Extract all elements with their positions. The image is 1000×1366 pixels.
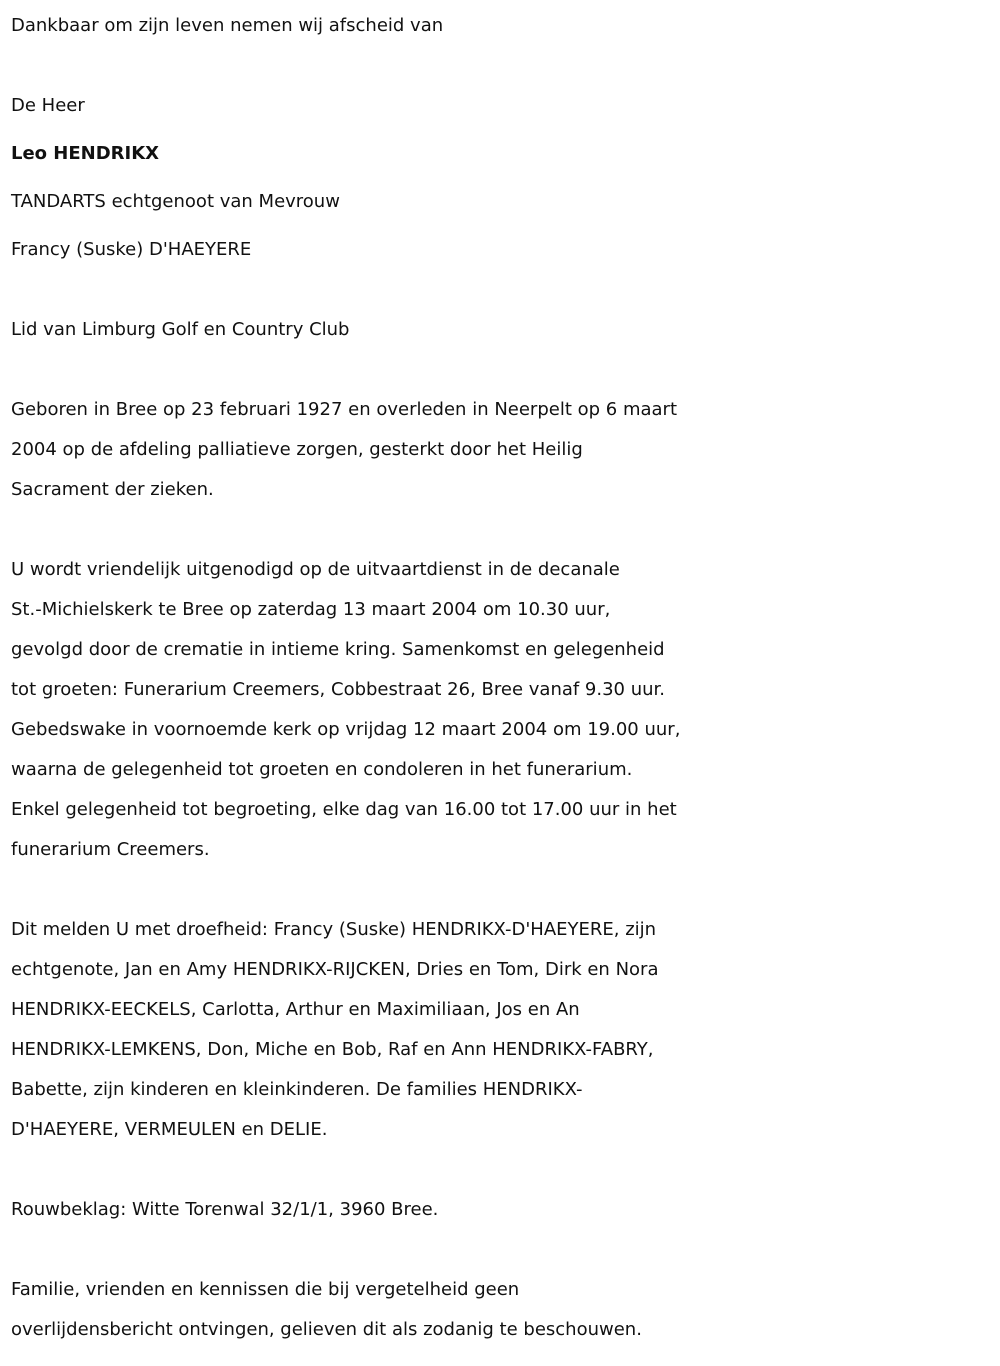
spacer — [11, 510, 996, 550]
birth-death-paragraph — [11, 390, 996, 510]
title-line: TANDARTS echtgenoot van Mevrouw — [11, 191, 340, 212]
closing-paragraph — [11, 1270, 996, 1350]
membership-line: Lid van Limburg Golf en Country Club — [11, 319, 350, 340]
paragraph-line: waarna de gelegenheid tot groeten en condoleren in het funerarium. — [11, 759, 633, 780]
spacer — [11, 350, 996, 390]
paragraph-line: echtgenote, Jan en Amy HENDRIKX-RIJCKEN, Dries en Tom, Dirk en Nora — [11, 959, 659, 980]
condolence-address: Rouwbeklag: Witte Torenwal 32/1/1, 3960 Bree. — [11, 1199, 439, 1220]
intro-line: Dankbaar om zijn leven nemen wij afscheid van — [11, 15, 444, 36]
paragraph-line: St.-Michielskerk te Bree op zaterdag 13 maart 2004 om 10.30 uur, — [11, 599, 611, 620]
paragraph-line: HENDRIKX-EECKELS, Carlotta, Arthur en Maximiliaan, Jos en An — [11, 999, 580, 1020]
spacer — [11, 1230, 996, 1270]
paragraph-line: D'HAEYERE, VERMEULEN en DELIE. — [11, 1119, 328, 1140]
paragraph-line: Dit melden U met droefheid: Francy (Suske) HENDRIKX-D'HAEYERE, zijn — [11, 919, 657, 940]
paragraph-line: overlijdensbericht ontvingen, gelieven dit als zodanig te beschouwen. — [11, 1319, 642, 1340]
paragraph-line: Geboren in Bree op 23 februari 1927 en overleden in Neerpelt op 6 maart — [11, 399, 677, 420]
spacer — [11, 870, 996, 910]
paragraph-line: Familie, vrienden en kennissen die bij vergetelheid geen — [11, 1279, 520, 1300]
paragraph-line: tot groeten: Funerarium Creemers, Cobbestraat 26, Bree vanaf 9.30 uur. — [11, 679, 666, 700]
paragraph-line: 2004 op de afdeling palliatieve zorgen, gesterkt door het Heilig — [11, 439, 583, 460]
spacer — [11, 46, 996, 86]
paragraph-line: funerarium Creemers. — [11, 839, 210, 860]
family-paragraph — [11, 910, 996, 1150]
paragraph-line: gevolgd door de crematie in intieme kring. Samenkomst en gelegenheid — [11, 639, 665, 660]
paragraph-line: Gebedswake in voornoemde kerk op vrijdag 12 maart 2004 om 19.00 uur, — [11, 719, 681, 740]
paragraph-line: Sacrament der zieken. — [11, 479, 214, 500]
spacer — [11, 1150, 996, 1190]
paragraph-line: Babette, zijn kinderen en kleinkinderen. De families HENDRIKX- — [11, 1079, 583, 1100]
paragraph-line: Enkel gelegenheid tot begroeting, elke dag van 16.00 tot 17.00 uur in het — [11, 799, 677, 820]
salutation: De Heer — [11, 95, 85, 116]
obituary-notice — [11, 6, 996, 1350]
spacer — [11, 270, 996, 310]
paragraph-line: HENDRIKX-LEMKENS, Don, Miche en Bob, Raf en Ann HENDRIKX-FABRY, — [11, 1039, 654, 1060]
deceased-name: Leo HENDRIKX — [11, 143, 160, 164]
paragraph-line: U wordt vriendelijk uitgenodigd op de uitvaartdienst in de decanale — [11, 559, 620, 580]
invitation-paragraph — [11, 550, 996, 870]
spouse-line: Francy (Suske) D'HAEYERE — [11, 239, 252, 260]
